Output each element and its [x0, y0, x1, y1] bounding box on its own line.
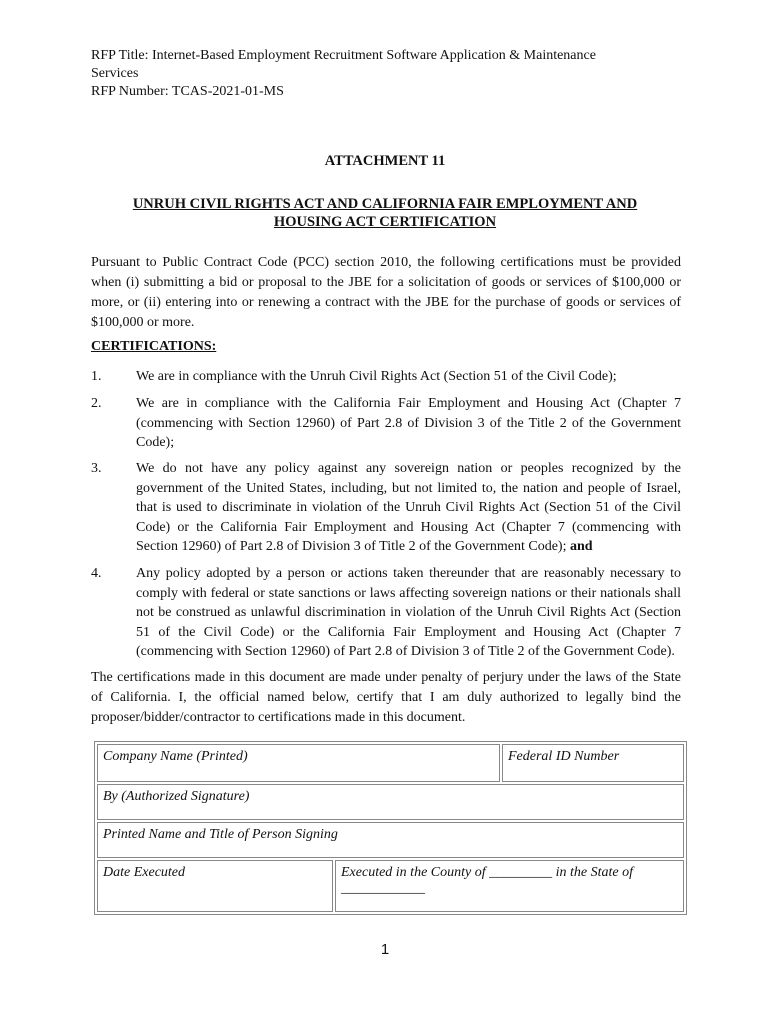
- certification-item-1: [91, 367, 681, 387]
- printed-name-field[interactable]: [97, 822, 684, 858]
- federal-id-field[interactable]: [502, 744, 684, 782]
- company-name-label: Company Name (Printed): [103, 749, 248, 764]
- signature-form: [94, 741, 687, 915]
- company-name-field[interactable]: [97, 744, 500, 782]
- rfp-title-line-1: RFP Title: Internet-Based Employment Recruitment Software Application & Maintenance: [91, 48, 596, 63]
- date-executed-label: Date Executed: [103, 865, 186, 880]
- signature-field[interactable]: [97, 784, 684, 820]
- certifications-heading: CERTIFICATIONS:: [91, 339, 217, 354]
- date-executed-field[interactable]: [97, 860, 333, 912]
- item-number: 3.: [91, 461, 102, 476]
- rfp-number: RFP Number: TCAS-2021-01-MS: [91, 84, 284, 99]
- attachment-heading: ATTACHMENT 11: [324, 153, 446, 169]
- document-title-line-2: HOUSING ACT CERTIFICATION: [273, 214, 497, 230]
- printed-name-label: Printed Name and Title of Person Signing: [103, 827, 338, 842]
- rfp-header: [91, 47, 691, 101]
- item-text: We do not have any policy against any sovereign nation or peoples recognized by the government of the United States, including, but not limited to, the nation and people of Israel, that is used to discriminate in violation of the Unruh Civil Rights Act (Section 51 of the Civil Code) or the California Fair Employment and Housing Act (Chapter 7 (commencing with Section 12960) of Part 2.8 of Division 3 of Title 2 of the Government Code);: [136, 461, 681, 554]
- item-text-wrapper: [136, 459, 681, 557]
- document-title: [100, 195, 670, 231]
- executed-in-label: Executed in the County of _________ in the State of ____________: [341, 865, 633, 896]
- document-title-line-1: UNRUH CIVIL RIGHTS ACT AND CALIFORNIA FAIR EMPLOYMENT AND: [132, 196, 638, 212]
- item-number: 1.: [91, 369, 102, 384]
- signature-label: By (Authorized Signature): [103, 789, 250, 804]
- certification-item-4: [91, 564, 681, 662]
- item-number: 2.: [91, 396, 102, 411]
- item-suffix-and: and: [569, 539, 593, 554]
- certification-item-3: [91, 459, 681, 557]
- executed-in-field[interactable]: [335, 860, 684, 912]
- item-number: 4.: [91, 566, 102, 581]
- certification-item-2: [91, 394, 681, 453]
- item-text: We are in compliance with the Unruh Civil Rights Act (Section 51 of the Civil Code);: [136, 369, 617, 384]
- rfp-title-line-2: Services: [91, 66, 139, 81]
- closing-paragraph: The certifications made in this document are made under penalty of perjury under the laws of the State of California. I, the official named below, certify that I am duly authorized to legally bind the proposer/bidder/contractor to certifications made in this document.: [91, 670, 681, 725]
- intro-paragraph: Pursuant to Public Contract Code (PCC) section 2010, the following certifications must be provided when (i) submitting a bid or proposal to the JBE for a solicitation of goods or services of $100,000 or more, or (ii) entering into or renewing a contract with the JBE for the purchase of goods or services of $100,000 or more.: [91, 255, 681, 330]
- item-text: Any policy adopted by a person or actions taken thereunder that are reasonably necessary to comply with federal or state sanctions or laws affecting sovereign nations or their nationals shall not be construed as unlawful discrimination in violation of the Unruh Civil Rights Act (Section 51 of the Civil Code) or the California Fair Employment and Housing Act (Chapter 7 (commencing with Section 12960) of Part 2.8 of Division 3 of Title 2 of the Government Code).: [136, 566, 681, 659]
- item-text: We are in compliance with the California Fair Employment and Housing Act (Chapter 7 (commencing with Section 12960) of Part 2.8 of Division 3 of the Title 2 of the Government Code);: [136, 396, 681, 450]
- federal-id-label: Federal ID Number: [508, 749, 620, 764]
- page-number: 1: [380, 941, 390, 958]
